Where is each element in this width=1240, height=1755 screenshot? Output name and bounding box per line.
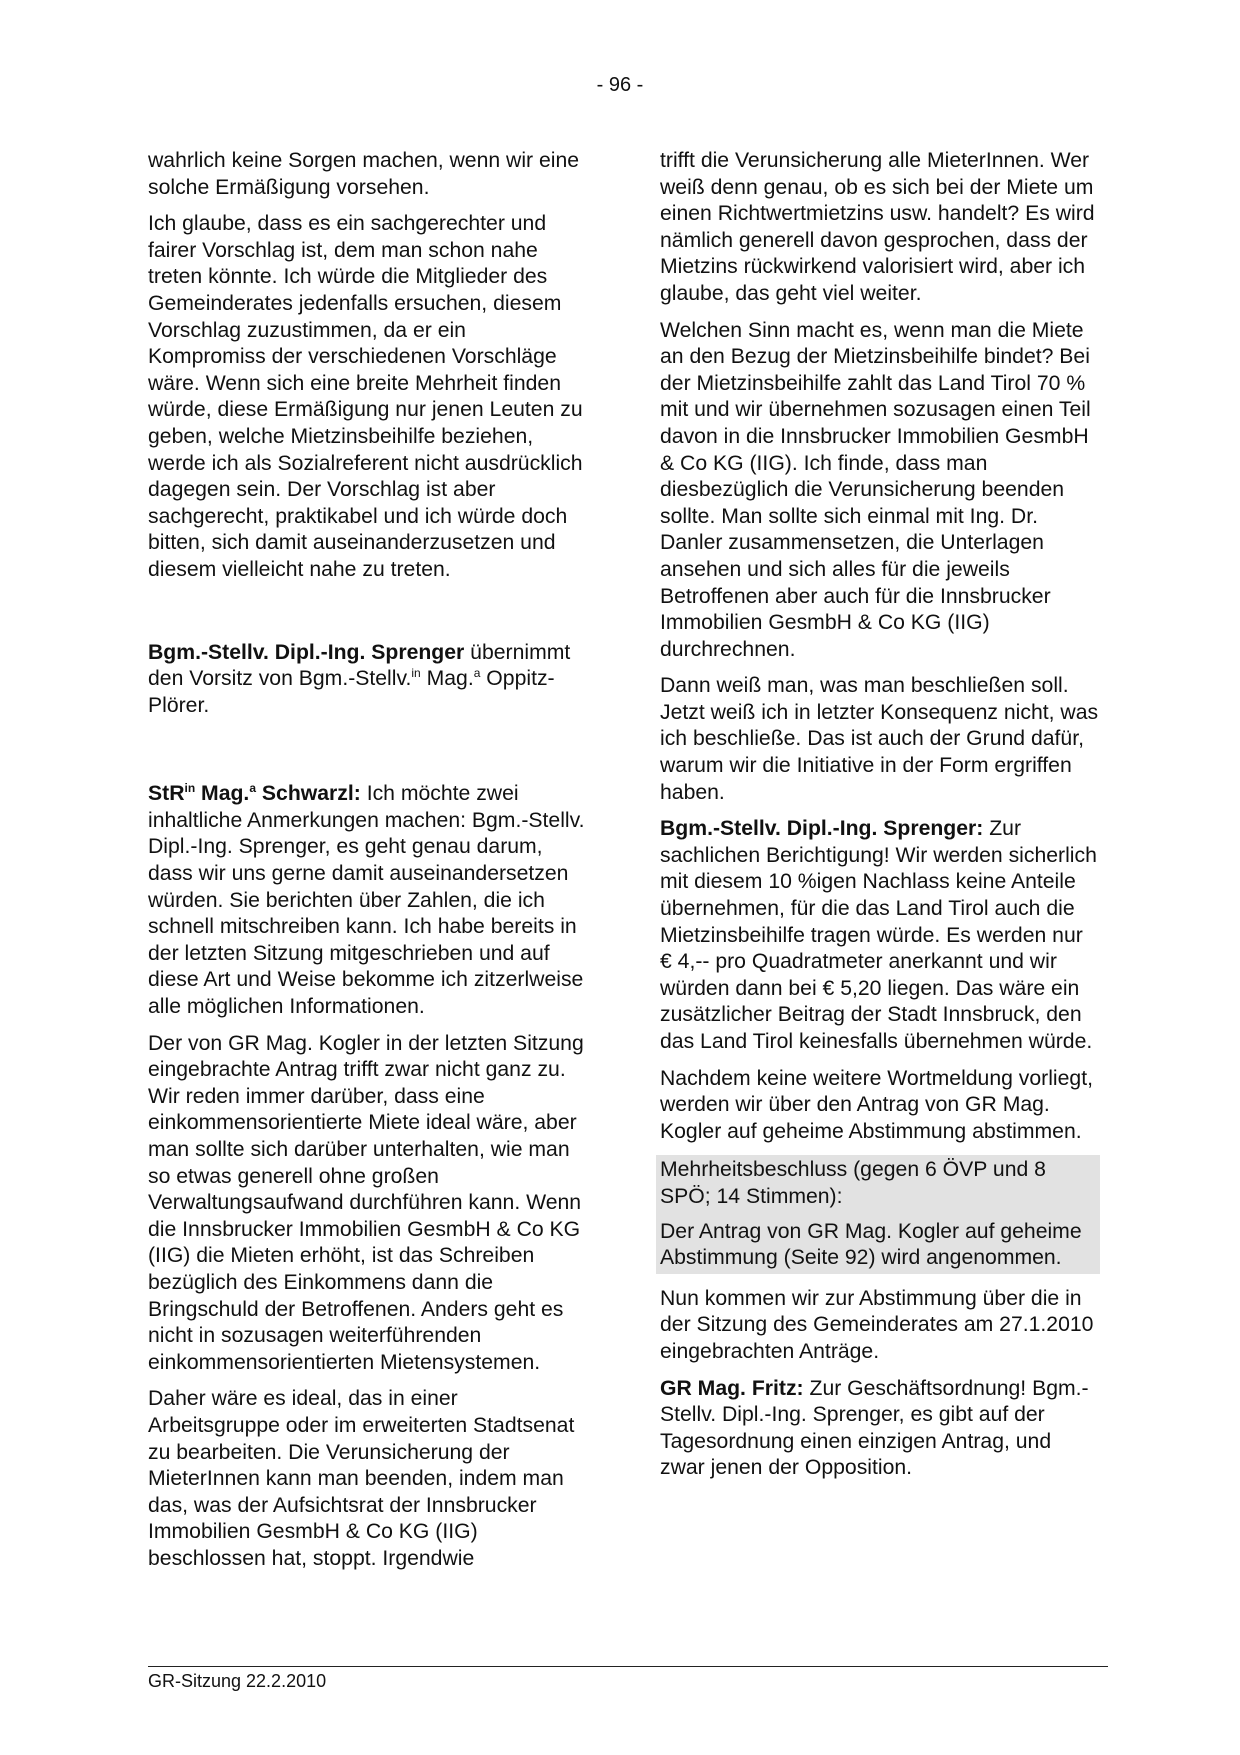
- paragraph: Dann weiß man, was man beschließen soll. Jetzt weiß ich in letzter Konsequenz nicht, was ich beschließe. Das ist auch der Grund dafür, warum wir die Initiative in der Form ergriffen haben.: [660, 674, 1099, 804]
- speaker-name: Bgm.-Stellv. Dipl.-Ing. Sprenger:: [660, 817, 984, 841]
- resolution-text: Der Antrag von GR Mag. Kogler auf geheime Abstimmung (Seite 92) wird angenommen.: [660, 1219, 1082, 1270]
- resolution-vote: Mehrheitsbeschluss (gegen 6 ÖVP und 8 SPÖ; 14 Stimmen):: [660, 1158, 1046, 1208]
- right-column: [660, 148, 1100, 1492]
- footer-text: GR-Sitzung 22.2.2010: [148, 1671, 327, 1691]
- chair-change-note: Bgm.-Stellv. Dipl.-Ing. Sprenger übernimmt den Vorsitz von Bgm.-Stellv.$^{in}$ Mag.$^a$ Oppitz-Plörer.: [148, 640, 571, 717]
- speaker-name: Bgm.-Stellv. Dipl.-Ing. Sprenger: [148, 640, 465, 664]
- page-number: - 96 -: [596, 74, 644, 96]
- paragraph: Nachdem keine weitere Wortmeldung vorliegt, werden wir über den Antrag von GR Mag. Kogler auf geheime Abstimmung abstimmen.: [660, 1066, 1093, 1143]
- left-column: [148, 148, 588, 1583]
- paragraph: Nun kommen wir zur Abstimmung über die in der Sitzung des Gemeinderates am 27.1.2010 eingebrachten Anträge.: [660, 1286, 1094, 1363]
- paragraph: trifft die Verunsicherung alle MieterInnen. Wer weiß denn genau, ob es sich bei der Miete um einen Richtwertmietzins usw. handelt? Es wird nämlich generell davon gesprochen, dass der Mietzins rückwirkend valorisiert wird, aber ich glaube, das geht viel weiter.: [660, 149, 1095, 305]
- footer-rule: [148, 1666, 1108, 1667]
- speech-paragraph: GR Mag. Fritz: Zur Geschäftsordnung! Bgm.-Stellv. Dipl.-Ing. Sprenger, es gibt auf der Tagesordnung einen einzigen Antrag, und zwar jenen der Opposition.: [660, 1376, 1089, 1480]
- paragraph: Ich glaube, dass es ein sachgerechter und fairer Vorschlag ist, dem man schon nahe treten könnte. Ich würde die Mitglieder des Gemeinderates jedenfalls ersuchen, diesem Vorschlag zuzustimmen, da er ein Kompromiss der verschiedenen Vorschläge wäre. Wenn sich eine breite Mehrheit finden würde, diese Ermäßigung nur jenen Leuten zu geben, welche Mietzinsbeihilfe beziehen, werde ich als Sozialreferent nicht ausdrücklich dagegen sein. Der Vorschlag ist aber sachgerecht, praktikabel und ich würde doch bitten, sich damit auseinanderzusetzen und diesem vielleicht nahe zu treten.: [148, 212, 583, 581]
- speaker-name: StR$^{in}$ Mag.$^a$ Schwarzl:: [148, 781, 361, 806]
- paragraph: Daher wäre es ideal, das in einer Arbeitsgruppe oder im erweiterten Stadtsenat zu bearbeiten. Die Verunsicherung der MieterInnen kann man beenden, indem man das, was der Aufsichtsrat der Innsbrucker Immobilien GesmbH & Co KG (IIG) beschlossen hat, stoppt. Irgendwie: [148, 1387, 575, 1570]
- paragraph: Welchen Sinn macht es, wenn man die Miete an den Bezug der Mietzinsbeihilfe bindet? Bei der Mietzinsbeihilfe zahlt das Land Tirol 70 % mit und wir übernehmen sozusagen einen Teil davon in die Innsbrucker Immobilien GesmbH & Co KG (IIG). Ich finde, dass man diesbezüglich die Verunsicherung beenden sollte. Man sollte sich einmal mit Ing. Dr. Danler zusammensetzen, die Unterlagen ansehen und sich alles für die jeweils Betroffenen aber auch für die Innsbrucker Immobilien GesmbH & Co KG (IIG) durchrechnen.: [660, 318, 1091, 661]
- paragraph: Der von GR Mag. Kogler in der letzten Sitzung eingebrachte Antrag trifft zwar nicht ganz zu. Wir reden immer darüber, dass eine einkommensorientierte Miete ideal wäre, aber man sollte sich darüber unterhalten, wie man so etwas generell ohne großen Verwaltungsaufwand durchführen kann. Wenn die Innsbrucker Immobilien GesmbH & Co KG (IIG) die Mieten erhöht, ist das Schreiben bezüglich des Einkommens dann die Bringschuld der Betroffenen. Anders geht es nicht in sozusagen weiterführenden einkommensorientierten Mietensystemen.: [148, 1031, 584, 1374]
- spacer: [148, 729, 588, 781]
- speaker-name: GR Mag. Fritz:: [660, 1376, 804, 1400]
- speech-paragraph: StR$^{in}$ Mag.$^a$ Schwarzl: Ich möchte zwei inhaltliche Anmerkungen machen: Bgm.-Stellv. Dipl.-Ing. Sprenger, es geht genau darum, dass wir uns gerne damit auseinandersetzen würden. Sie berichten über Zahlen, die ich schnell mitschreiben kann. Ich habe bereits in der letzten Sitzung mitgeschrieben und auf diese Art und Weise bekomme ich zitzerlweise alle möglichen Informationen.: [148, 781, 585, 1019]
- paragraph: wahrlich keine Sorgen machen, wenn wir eine solche Ermäßigung vorsehen.: [148, 149, 580, 199]
- resolution-box: [656, 1155, 1100, 1273]
- speech-paragraph: Bgm.-Stellv. Dipl.-Ing. Sprenger: Zur sachlichen Berichtigung! Wir werden sicherlich mit diesem 10 %igen Nachlass keine Anteile übernehmen, für die das Land Tirol auch die Mietzinsbeihilfe tragen würde. Es werden nur € 4,-- pro Quadratmeter anerkannt und wir würden dann bei € 5,20 liegen. Das wäre ein zusätzlicher Beitrag der Stadt Innsbruck, den das Land Tirol keinesfalls übernehmen würde.: [660, 817, 1097, 1053]
- spacer: [148, 594, 588, 640]
